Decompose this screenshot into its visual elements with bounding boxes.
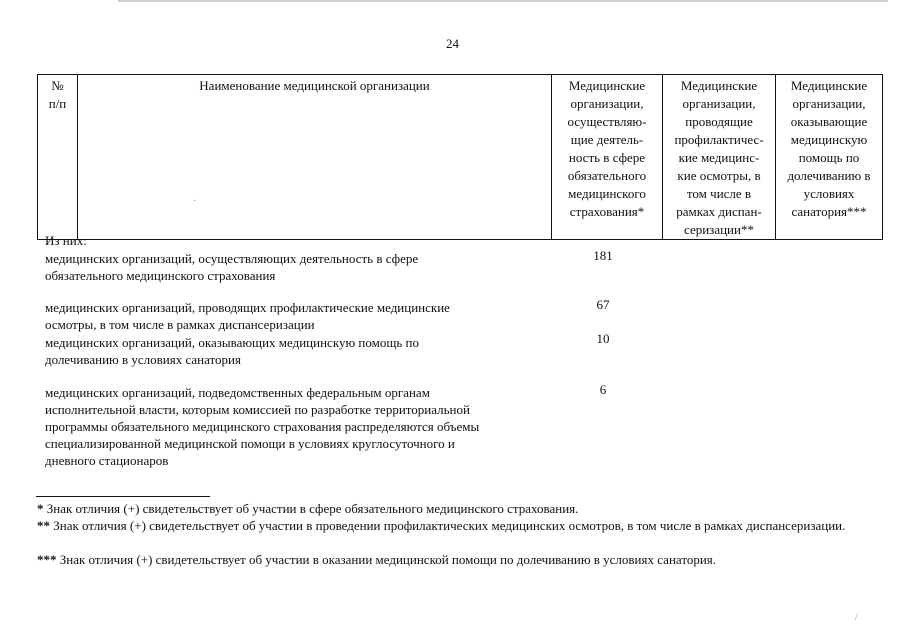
footnote-3-mark: *** xyxy=(37,552,57,567)
summary-value-preventive: 67 xyxy=(596,297,610,312)
footnote-1-mark: * xyxy=(37,501,44,516)
summary-value-sanatorium: 10 xyxy=(596,331,610,346)
scan-speck: / xyxy=(855,612,858,623)
scan-speck: · xyxy=(193,196,197,207)
summary-value-federal: 6 xyxy=(599,382,607,397)
summary-row-sanatorium: медицинских организаций, оказывающих медицинскую помощь по долечиванию в условиях санатория xyxy=(45,335,419,367)
organizations-table xyxy=(37,74,883,240)
footnote-1-text: Знак отличия (+) свидетельствует об участии в сфере обязательного медицинского страхования. xyxy=(46,501,579,516)
footnote-1 xyxy=(37,500,869,517)
header-preventive-exams: Медицинские организации, проводящие профилактичес- кие медицинс- кие осмотры, в том числе в рамках диспан- серизации** xyxy=(663,75,776,240)
summary-row-federal: медицинских организаций, подведомственных федеральным органам исполнительной власти, которым комиссией по разработке территориальной программы обязательного медицинского страхования распределяются объемы специализированной медицинской помощи в условиях круглосуточного и дневного стационаров xyxy=(45,385,480,468)
footnote-separator xyxy=(36,496,210,497)
summary-row-preventive: медицинских организаций, проводящих профилактические медицинские осмотры, в том числе в рамках диспансеризации xyxy=(45,300,450,332)
header-sanatorium: Медицинские организации, оказывающие медицинскую помощь по долечиванию в условиях санатория*** xyxy=(776,75,883,240)
header-organization-name: Наименование медицинской организации xyxy=(78,75,552,240)
footnote-2 xyxy=(37,517,869,534)
footnote-2-mark: ** xyxy=(37,518,50,533)
header-oms: Медицинские организации, осуществляю- щие деятель- ность в сфере обязательного медицинского страхования* xyxy=(552,75,663,240)
scan-edge-line xyxy=(118,0,888,2)
footnote-3 xyxy=(37,551,869,568)
table-header-row xyxy=(38,75,883,240)
footnote-3-text: Знак отличия (+) свидетельствует об участии в оказании медицинской помощи по долечиванию в условиях санатория. xyxy=(59,552,717,567)
summary-label: Из них: xyxy=(45,233,87,248)
page-number: 24 xyxy=(446,36,459,51)
footnote-2-text: Знак отличия (+) свидетельствует об участии в проведении профилактических медицинских осмотров, в том числе в рамках диспансеризации. xyxy=(53,518,846,533)
summary-row-oms: медицинских организаций, осуществляющих деятельность в сфере обязательного медицинского страхования xyxy=(45,251,419,283)
header-number: № п/п xyxy=(38,75,78,240)
summary-value-oms: 181 xyxy=(593,248,613,263)
